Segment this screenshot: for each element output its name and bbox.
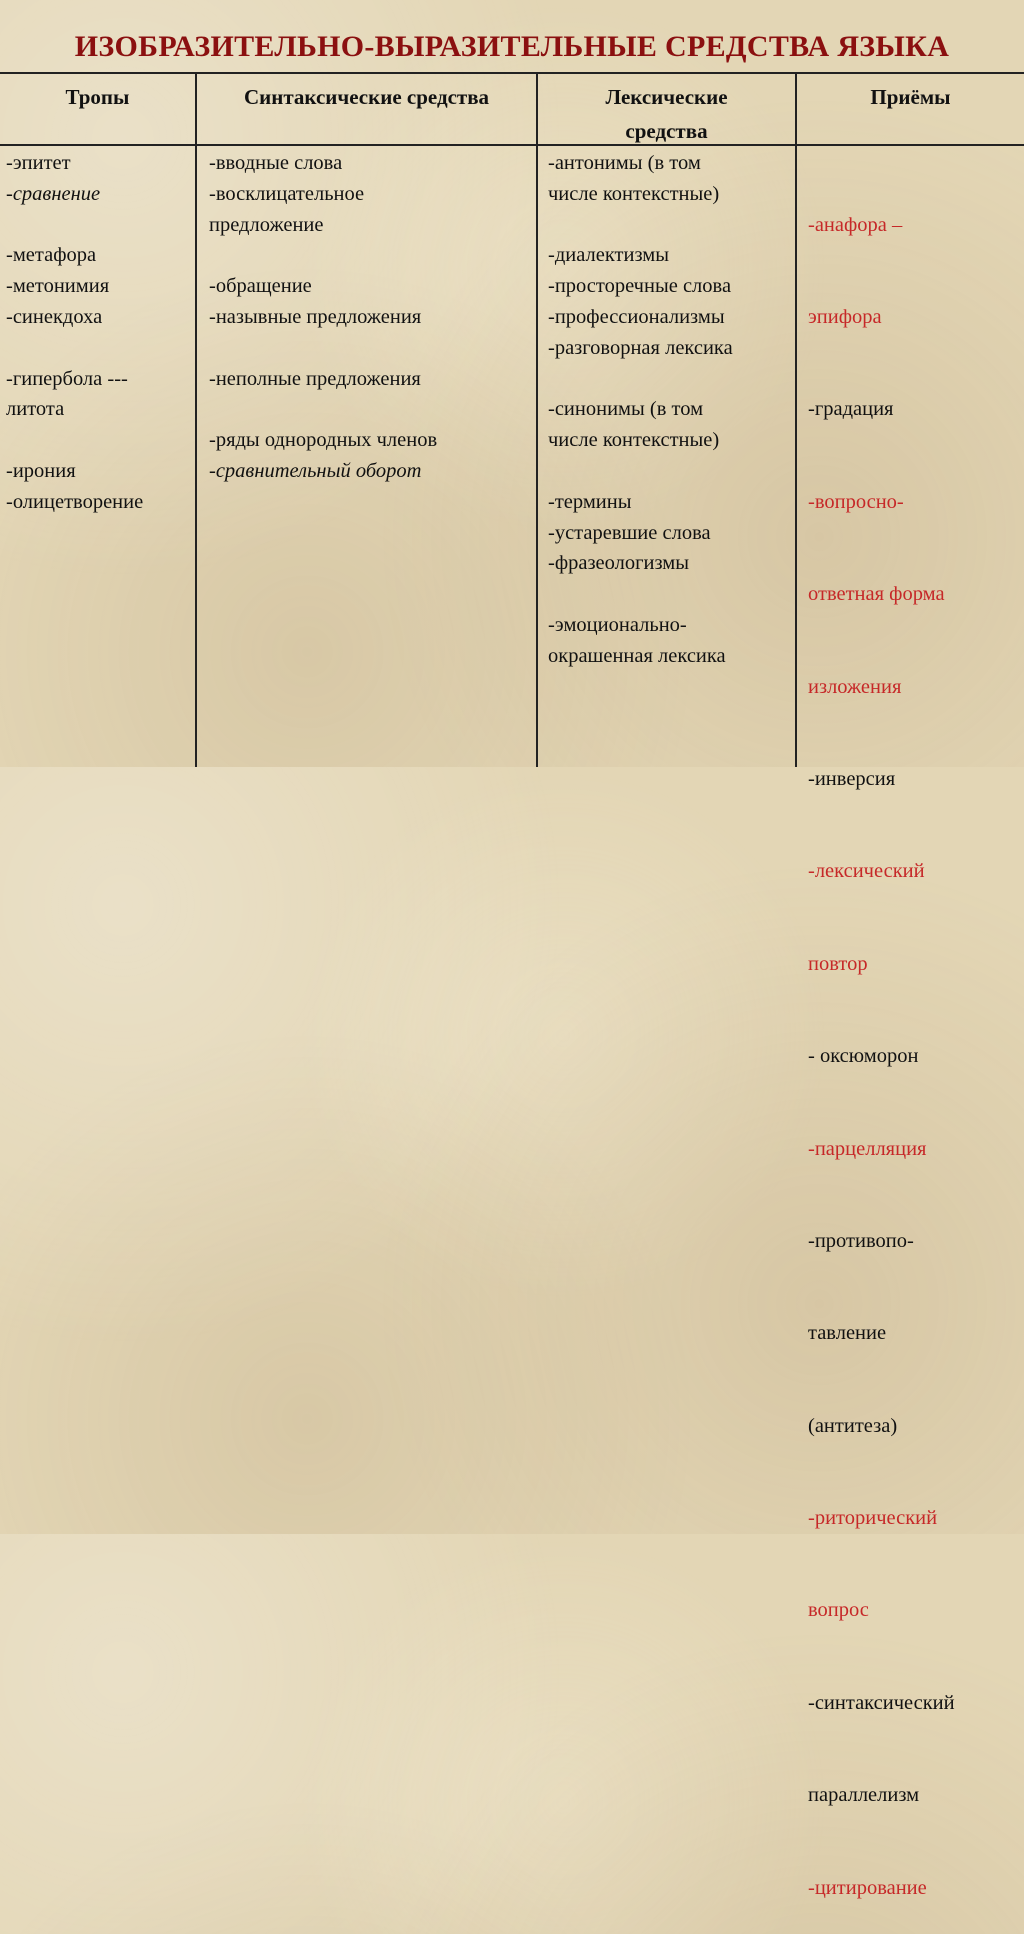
list-item: -эпитет xyxy=(6,152,71,174)
list-item: окрашенная лексика xyxy=(548,644,726,667)
list-item xyxy=(6,425,192,456)
header-lexical-label-1: Лексические xyxy=(605,85,728,109)
list-item: ответная форма xyxy=(808,583,945,606)
list-item: изложения xyxy=(808,675,902,698)
list-item xyxy=(548,364,792,395)
header-devices xyxy=(797,80,1024,114)
list-item: -метонимия xyxy=(6,275,110,298)
header-lexical xyxy=(538,80,795,148)
list-item: числе контекстные) xyxy=(548,182,720,205)
list-item: -противопо- xyxy=(808,1229,914,1252)
list-item: -инверсия xyxy=(808,767,896,790)
table-top-border xyxy=(0,72,1024,74)
list-item: -восклицательное xyxy=(209,182,365,205)
lexical-column xyxy=(548,148,792,672)
header-devices-label: Приёмы xyxy=(870,85,951,109)
list-item xyxy=(6,333,192,364)
list-item: -синонимы (в том xyxy=(548,398,704,421)
list-item xyxy=(548,456,792,487)
list-item: - оксюморон xyxy=(808,1045,919,1068)
list-item xyxy=(209,333,531,364)
list-item: -эмоционально- xyxy=(548,613,687,636)
list-item: предложение xyxy=(209,213,324,236)
list-item: -термины xyxy=(548,490,632,513)
list-item xyxy=(6,210,192,241)
list-item: повтор xyxy=(808,952,868,975)
header-syntactic xyxy=(197,80,536,114)
list-item: -ирония xyxy=(6,459,76,482)
header-lexical-label-2: средства xyxy=(625,119,708,143)
list-item: тавление xyxy=(808,1322,887,1345)
list-item: -неполные предложения xyxy=(209,367,421,390)
list-item: -олицетворение xyxy=(6,490,144,513)
header-bottom-border xyxy=(0,144,1024,146)
list-item: -вопросно- xyxy=(808,490,904,513)
header-tropes xyxy=(0,80,195,114)
list-item: -анафора – xyxy=(808,213,903,236)
list-item: -назывные предложения xyxy=(209,305,422,328)
column-divider-2 xyxy=(536,73,538,767)
list-item: -синтаксический xyxy=(808,1691,955,1714)
list-item: -гипербола --- xyxy=(6,367,128,390)
list-item: параллелизм xyxy=(808,1784,920,1807)
list-item: -просторечные слова xyxy=(548,275,732,298)
list-item: (антитеза) xyxy=(808,1414,898,1437)
list-item: эпифора xyxy=(808,305,882,328)
list-item xyxy=(209,394,531,425)
column-divider-3 xyxy=(795,73,797,767)
list-item: -ряды однородных членов xyxy=(209,429,438,452)
list-item: -устаревшие слова xyxy=(548,521,711,544)
header-syntactic-label: Синтаксические средства xyxy=(243,85,490,109)
list-item: -профессионализмы xyxy=(548,305,725,328)
list-item: литота xyxy=(6,398,65,421)
list-item xyxy=(548,210,792,241)
list-item: числе контекстные) xyxy=(548,429,720,452)
list-item: -разговорная лексика xyxy=(548,336,733,359)
list-item: вопрос xyxy=(808,1599,869,1622)
list-item: -цитирование xyxy=(808,1876,927,1899)
list-item: -синекдоха xyxy=(6,305,103,328)
list-item: -фразеологизмы xyxy=(548,552,690,575)
list-item: -парцелляция xyxy=(808,1137,927,1160)
list-item: -градация xyxy=(808,398,894,421)
column-divider-1 xyxy=(195,73,197,767)
syntactic-column xyxy=(209,148,531,487)
devices-column xyxy=(808,148,1022,1934)
list-item: -риторический xyxy=(808,1507,938,1530)
list-item: -обращение xyxy=(209,275,312,298)
list-item xyxy=(548,579,792,610)
header-tropes-label: Тропы xyxy=(65,85,130,109)
page-title: ИЗОБРАЗИТЕЛЬНО-ВЫРАЗИТЕЛЬНЫЕ СРЕДСТВА ЯЗЫКА xyxy=(74,30,950,63)
list-item: -сравнение xyxy=(6,182,101,205)
tropes-column xyxy=(6,148,192,518)
list-item xyxy=(209,240,531,271)
list-item: -сравнительный оборот xyxy=(209,459,422,482)
list-item: -метафора xyxy=(6,244,97,267)
list-item: -антонимы (в том xyxy=(548,152,701,174)
list-item: -вводные слова xyxy=(209,152,343,174)
list-item: -диалектизмы xyxy=(548,244,670,267)
list-item: -лексический xyxy=(808,860,925,883)
